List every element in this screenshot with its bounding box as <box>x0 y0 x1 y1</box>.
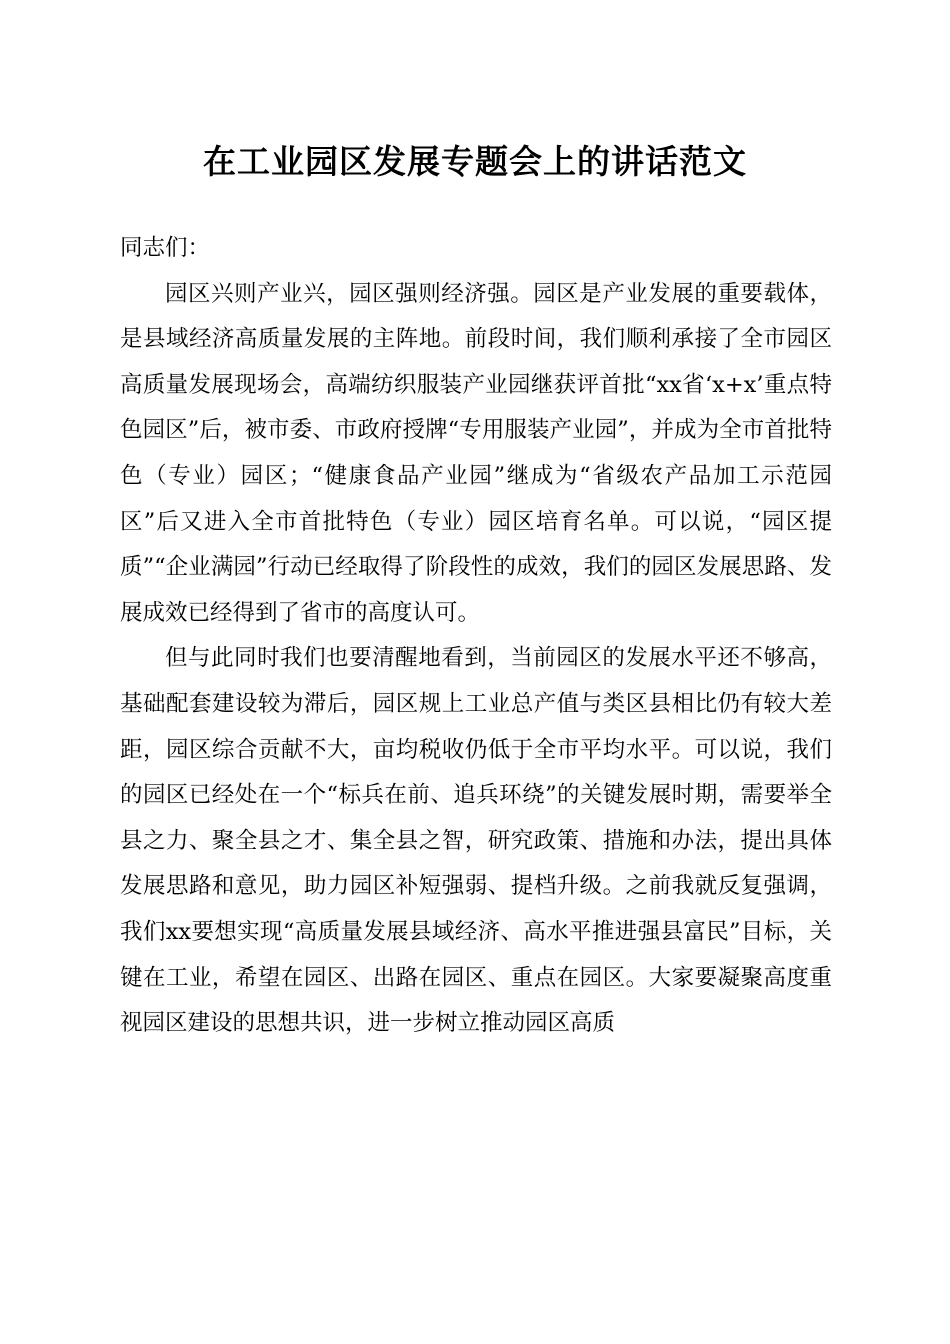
salutation: 同志们： <box>120 235 211 261</box>
paragraph-2: 但与此同时我们也要清醒地看到，当前园区的发展水平还不够高，基础配套建设较为滞后，园区规上工业总产值与类区县相比仍有较大差距，园区综合贡献不大，亩均税收仍低于全市平均水平。可以说，我们的园区已经处在一个“标兵在前、追兵环绕”的关键发展时期，需要举全县之力、聚全县之才、集全县之智，研究政策、措施和办法，提出具体发展思路和意见，助力园区补短强弱、提档升级。之前我就反复强调，我们xx要想实现“高质量发展县域经济、高水平推进强县富民”目标，关键在工业，希望在园区、出路在园区、重点在园区。大家要凝聚高度重视园区建设的思想共识，进一步树立推动园区高质 <box>120 645 832 1037</box>
document-title: 在工业园区发展专题会上的讲话范文 <box>203 142 747 181</box>
paragraph-1: 园区兴则产业兴，园区强则经济强。园区是产业发展的重要载体，是县域经济高质量发展的主阵地。前段时间，我们顺利承接了全市园区高质量发展现场会，高端纺织服装产业园继获评首批“xx省‘x+x’重点特色园区”后，被市委、市政府授牌“专用服装产业园”，并成为全市首批特色（专业）园区；“健康食品产业园”继成为“省级农产品加工示范园区”后又进入全市首批特色（专业）园区培育名单。可以说，“园区提质”“企业满园”行动已经取得了阶段性的成效，我们的园区发展思路、发展成效已经得到了省市的高度认可。 <box>120 280 832 626</box>
document-body <box>120 226 832 1047</box>
